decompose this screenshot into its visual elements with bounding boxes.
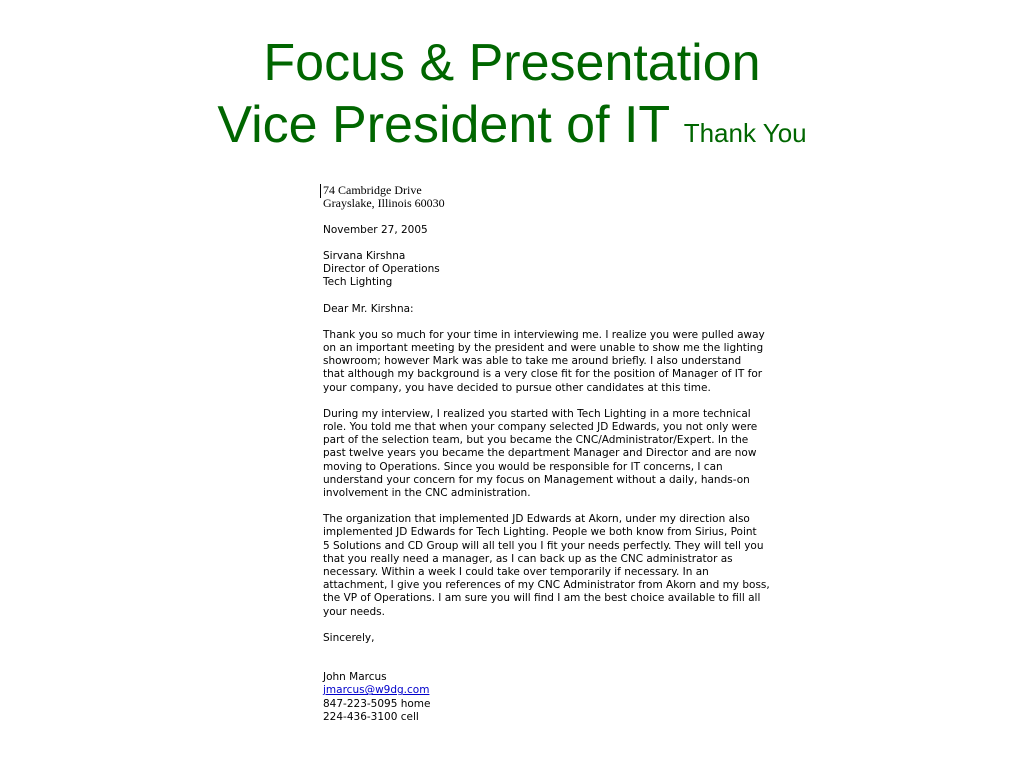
closing: Sincerely, (323, 631, 375, 644)
recipient-line: Sirvana Kirshna (323, 250, 406, 263)
paragraph-line: your company, you have decided to pursue other candidates at this time. (323, 381, 711, 394)
title-line-2 (0, 94, 1024, 164)
paragraph-line: Thank you so much for your time in interviewing me. I realize you were pulled away (323, 328, 765, 341)
email-link[interactable]: jmarcus@w9dg.com (323, 684, 430, 697)
spacer (323, 619, 803, 632)
title-line-2-text: Vice President of IT (217, 96, 670, 154)
sender-address (323, 184, 803, 211)
address-line: 74 Cambridge Drive (323, 183, 422, 197)
paragraph-2 (323, 408, 803, 500)
letter-date: November 27, 2005 (323, 223, 428, 236)
spacer (323, 290, 803, 303)
slide-title (0, 32, 1024, 164)
paragraph-line: The organization that implemented JD Edwards at Akorn, under my direction also (323, 513, 750, 526)
signature-email-line (323, 684, 803, 697)
paragraph-line: attachment, I give you references of my CNC Administrator from Akorn and my boss, (323, 579, 770, 592)
paragraph-line: the VP of Operations. I am sure you will find I am the best choice available to fill all (323, 592, 761, 605)
address-line: Grayslake, Illinois 60030 (323, 196, 445, 211)
paragraph-3 (323, 513, 803, 619)
title-line-1: Focus & Presentation (263, 34, 761, 92)
paragraph-line: involvement in the CNC administration. (323, 487, 531, 500)
paragraph-line: 5 Solutions and CD Group will all tell you I fit your needs perfectly. They will tell you (323, 539, 764, 552)
spacer (323, 395, 803, 408)
paragraph-line: showroom; however Mark was able to take me around briefly. I also understand (323, 355, 742, 368)
paragraph-line: past twelve years you became the department Manager and Director and are now (323, 447, 757, 460)
salutation: Dear Mr. Kirshna: (323, 302, 414, 315)
paragraph-line: During my interview, I realized you started with Tech Lighting in a more technical (323, 407, 751, 420)
text-cursor (320, 184, 321, 198)
paragraph-line: your needs. (323, 605, 385, 618)
paragraph-line: role. You told me that when your company selected JD Edwards, you not only were (323, 421, 758, 434)
spacer (323, 645, 803, 671)
paragraph-line: understand your concern for my focus on Management without a daily, hands-on (323, 473, 750, 486)
paragraph-line: on an important meeting by the president and were unable to show me the lighting (323, 342, 764, 355)
phone-cell: 224-436-3100 cell (323, 710, 419, 723)
paragraph-line: that you really need a manager, as I can back up as the CNC administrator as (323, 552, 733, 565)
letter (323, 184, 803, 724)
spacer (323, 316, 803, 329)
recipient-block (323, 250, 803, 290)
paragraph-line: necessary. Within a week I could take over temporarily if necessary. In an (323, 566, 709, 579)
signature-name: John Marcus (323, 671, 387, 684)
paragraph-line: part of the selection team, but you became the CNC/Administrator/Expert. In the (323, 434, 749, 447)
paragraph-line: that although my background is a very close fit for the position of Manager of IT for (323, 368, 763, 381)
recipient-line: Tech Lighting (323, 276, 393, 289)
paragraph-line: moving to Operations. Since you would be responsible for IT concerns, I can (323, 460, 723, 473)
spacer (323, 211, 803, 224)
signature-block (323, 671, 803, 724)
paragraph-1 (323, 329, 803, 395)
paragraph-line: implemented JD Edwards for Tech Lighting. People we both know from Sirius, Point (323, 526, 757, 539)
spacer (323, 237, 803, 250)
spacer (323, 500, 803, 513)
title-suffix: Thank You (683, 118, 807, 148)
recipient-line: Director of Operations (323, 263, 440, 276)
phone-home: 847-223-5095 home (323, 697, 431, 710)
